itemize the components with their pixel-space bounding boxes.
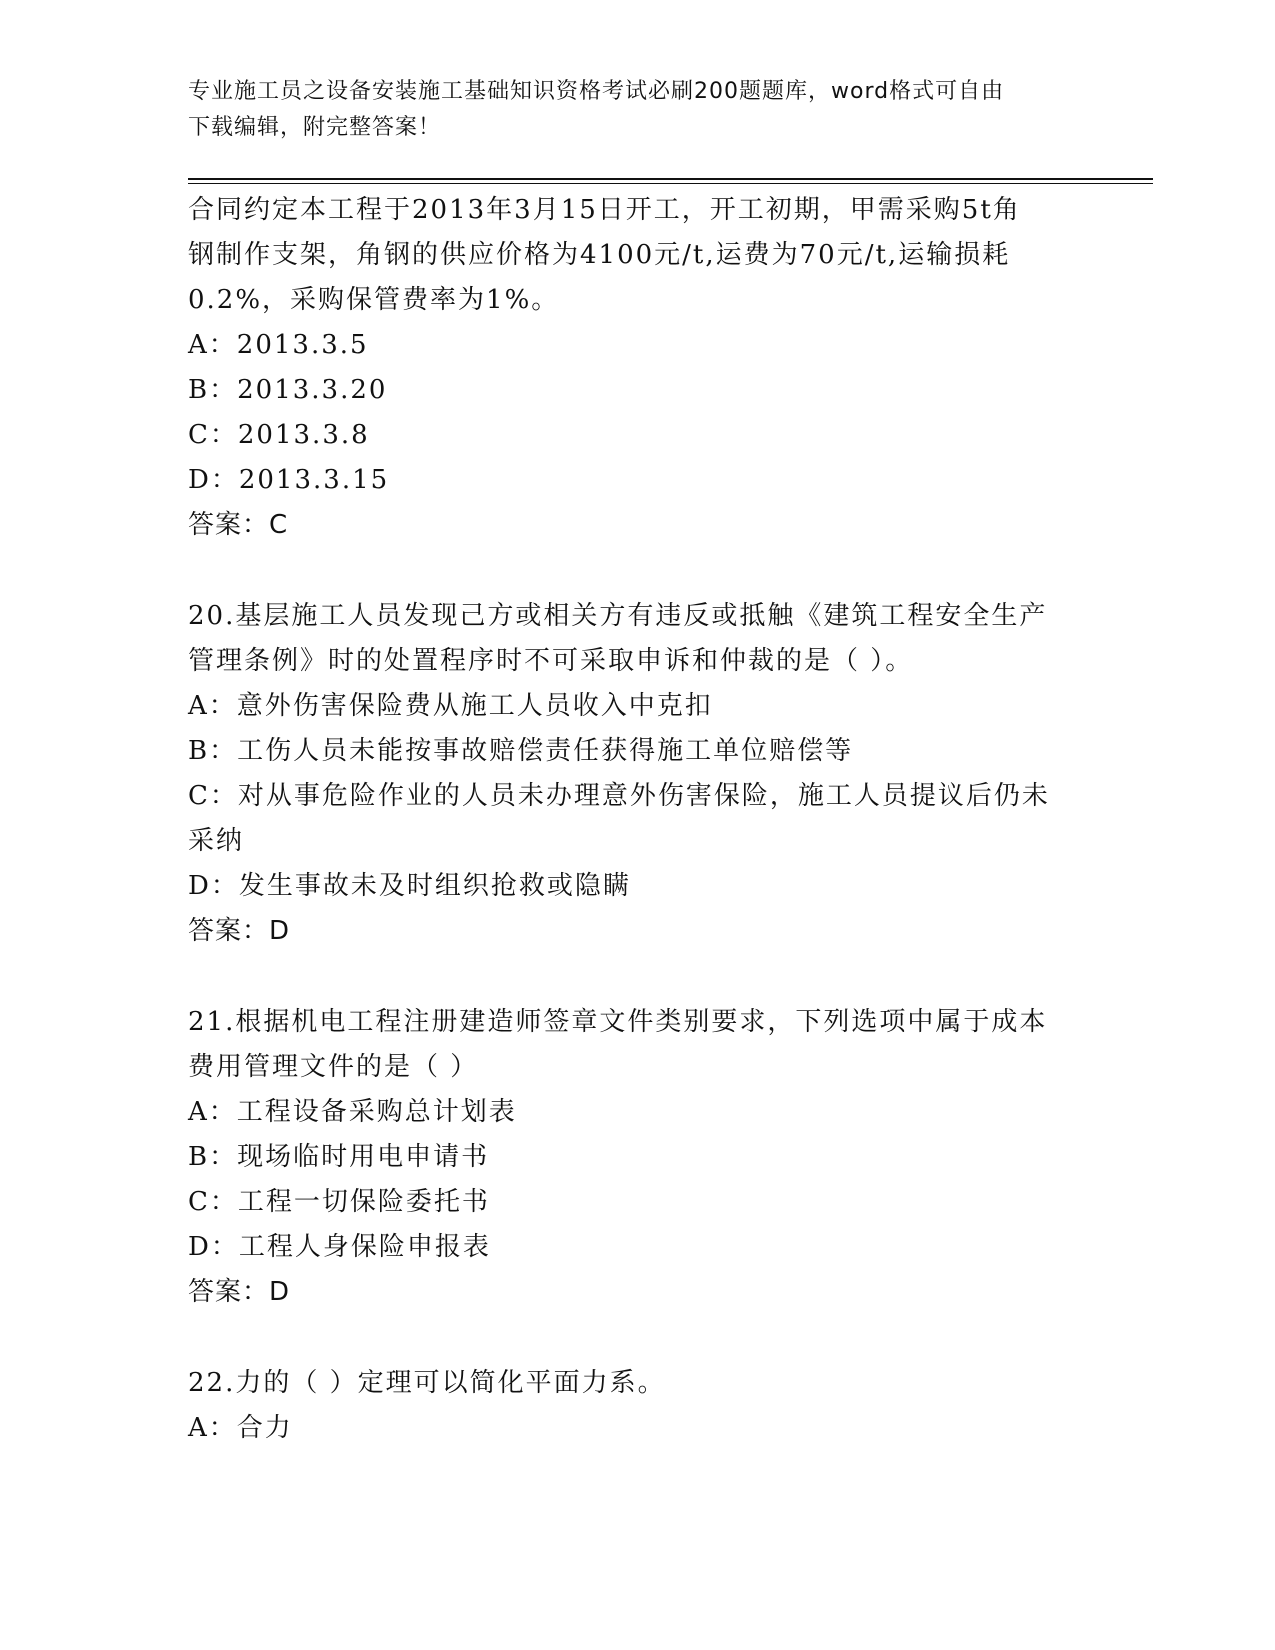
question-block-21	[188, 1000, 1088, 1315]
question-block-22	[188, 1361, 1088, 1451]
question-stem: 管理条例》时的处置程序时不可采取申诉和仲裁的是（ ）。	[188, 646, 914, 676]
header-line-1: 专业施工员之设备安装施工基础知识资格考试必刷200题题库，word格式可自由	[188, 79, 1005, 104]
question-block-20	[188, 594, 1088, 954]
question-stem: 0.2%，采购保管费率为1%。	[188, 285, 560, 315]
header-line-2: 下载编辑，附完整答案！	[188, 115, 442, 140]
answer: 答案：D	[188, 1277, 291, 1307]
option-a: A：2013.3.5	[188, 330, 369, 360]
question-list	[188, 188, 1088, 1451]
question-stem: 费用管理文件的是（ ）	[188, 1052, 479, 1082]
option-a: A：意外伤害保险费从施工人员收入中克扣	[188, 691, 713, 721]
question-stem: 合同约定本工程于2013年3月15日开工，开工初期，甲需采购5t角	[188, 195, 1021, 225]
option-a: A：工程设备采购总计划表	[188, 1097, 517, 1127]
question-stem: 钢制作支架，角钢的供应价格为4100元/t,运费为70元/t,运输损耗	[188, 240, 1011, 270]
option-a: A：合力	[188, 1413, 293, 1443]
option-b: B：现场临时用电申请书	[188, 1142, 490, 1172]
option-b: B：2013.3.20	[188, 375, 388, 405]
question-stem: 20.基层施工人员发现己方或相关方有违反或抵触《建筑工程安全生产	[188, 601, 1048, 631]
option-d: D：2013.3.15	[188, 465, 390, 495]
question-block-19	[188, 188, 1088, 548]
option-d: D：发生事故未及时组织抢救或隐瞒	[188, 871, 631, 901]
option-c: C：对从事危险作业的人员未办理意外伤害保险，施工人员提议后仍未	[188, 781, 1050, 811]
option-b: B：工伤人员未能按事故赔偿责任获得施工单位赔偿等	[188, 736, 854, 766]
header-divider	[188, 178, 1153, 184]
option-d: D：工程人身保险申报表	[188, 1232, 491, 1262]
answer: 答案：C	[188, 510, 289, 540]
option-c-continued: 采纳	[188, 826, 245, 856]
question-stem: 22.力的（ ）定理可以简化平面力系。	[188, 1368, 666, 1398]
option-c: C：2013.3.8	[188, 420, 370, 450]
question-stem: 21.根据机电工程注册建造师签章文件类别要求，下列选项中属于成本	[188, 1007, 1048, 1037]
answer: 答案：D	[188, 916, 291, 946]
page-header	[188, 74, 1088, 146]
option-c: C：工程一切保险委托书	[188, 1187, 490, 1217]
